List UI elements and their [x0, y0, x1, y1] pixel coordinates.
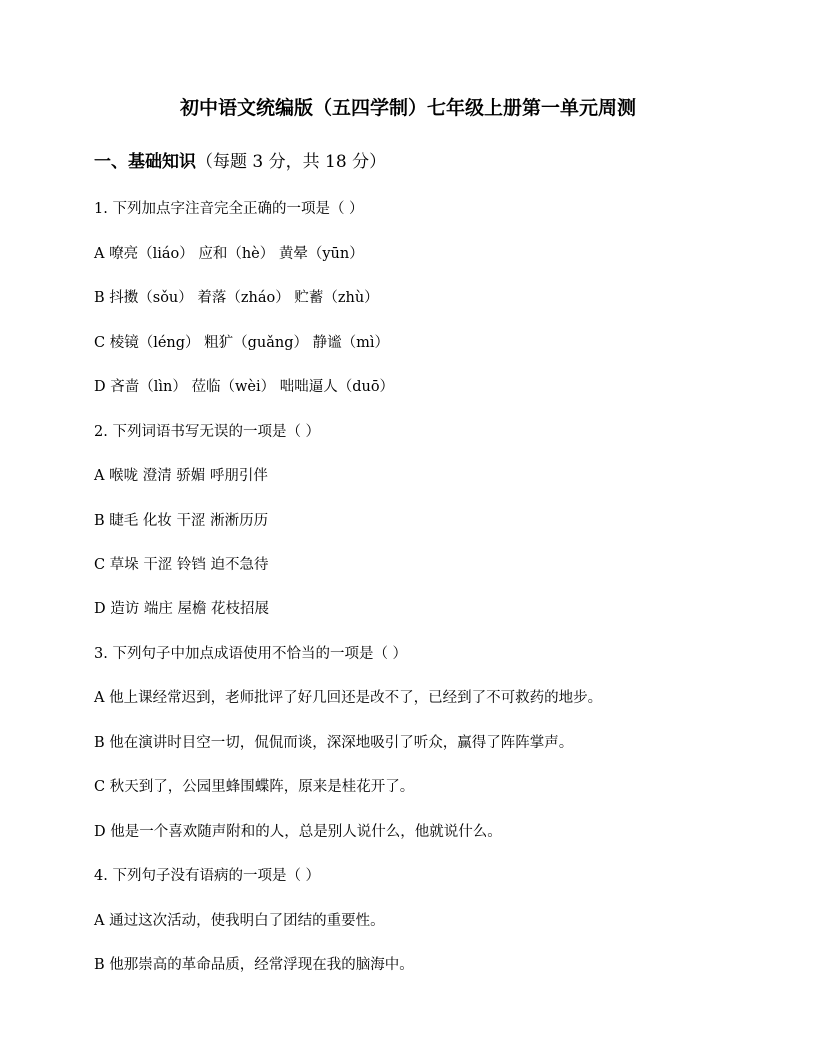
question-1-option-a: A 嘹亮（liáo） 应和（hè） 黄晕（yūn） — [94, 246, 364, 262]
question-1-stem: 1. 下列加点字注音完全正确的一项是（ ） — [94, 201, 364, 217]
question-1-option-c: C 棱镜（léng） 粗犷（guǎng） 静谧（mì） — [94, 335, 390, 351]
question-1-option-b: B 抖擞（sǒu） 着落（zháo） 贮蓄（zhù） — [94, 290, 379, 306]
question-1-option-d: D 吝啬（lìn） 莅临（wèi） 咄咄逼人（duō） — [94, 379, 395, 395]
question-2-option-c: C 草垛 干涩 铃铛 迫不急待 — [94, 557, 269, 573]
question-4-option-a: A 通过这次活动，使我明白了团结的重要性。 — [94, 913, 385, 929]
question-2-option-d: D 造访 端庄 屋檐 花枝招展 — [94, 601, 270, 617]
question-3-option-b: B 他在演讲时目空一切，侃侃而谈，深深地吸引了听众，赢得了阵阵掌声。 — [94, 735, 574, 751]
section-heading — [94, 150, 386, 174]
question-2-stem: 2. 下列词语书写无误的一项是（ ） — [94, 424, 321, 440]
question-3-option-c: C 秋天到了，公园里蜂围蝶阵，原来是桂花开了。 — [94, 779, 415, 795]
section-score-note: （每题 3 分，共 18 分） — [196, 152, 387, 172]
section-heading-text: 一、基础知识 — [94, 152, 196, 172]
question-3-stem: 3. 下列句子中加点成语使用不恰当的一项是（ ） — [94, 646, 408, 662]
question-2-option-b: B 睫毛 化妆 干涩 淅淅历历 — [94, 513, 269, 529]
question-2-option-a: A 喉咙 澄清 骄媚 呼朋引伴 — [94, 468, 268, 484]
page-title: 初中语文统编版（五四学制）七年级上册第一单元周测 — [179, 97, 636, 119]
question-4-option-b: B 他那崇高的革命品质，经常浮现在我的脑海中。 — [94, 957, 414, 973]
question-3-option-d: D 他是一个喜欢随声附和的人，总是别人说什么，他就说什么。 — [94, 824, 502, 840]
question-4-stem: 4. 下列句子没有语病的一项是（ ） — [94, 868, 321, 884]
question-3-option-a: A 他上课经常迟到，老师批评了好几回还是改不了，已经到了不可救药的地步。 — [94, 690, 603, 706]
